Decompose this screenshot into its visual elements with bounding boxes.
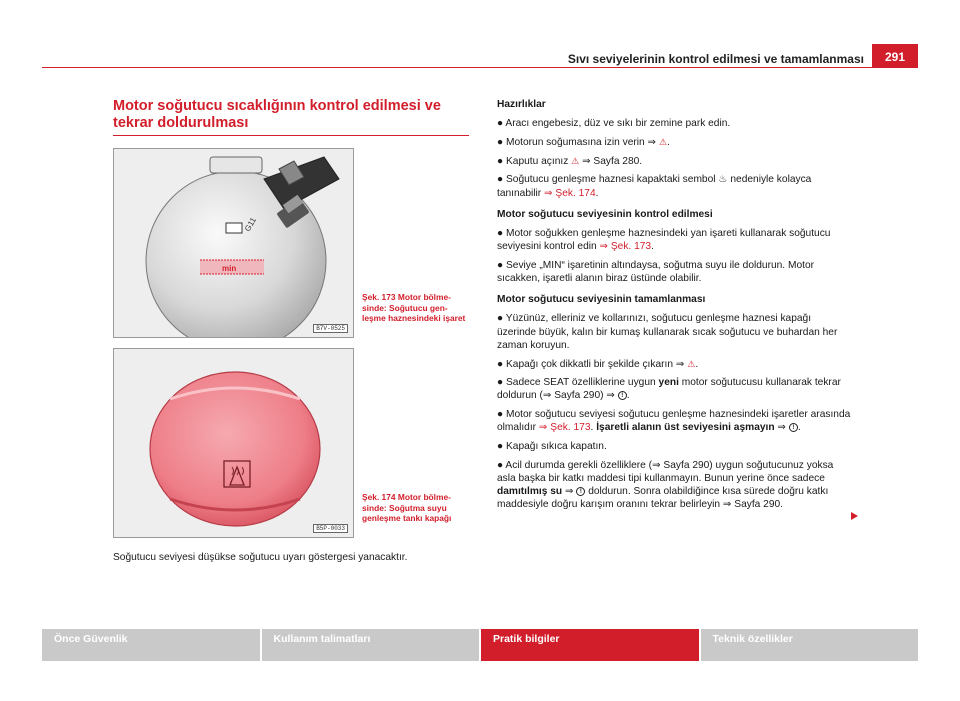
figure-code: B5P-0033 [313, 524, 348, 533]
min-label: min [222, 264, 237, 273]
page-number: 291 [872, 44, 918, 68]
list-item: ● Soğutucu genleşme haznesi kapaktaki sembol ♨ nedeniyle kolayca tanınabilir ⇒ Şek. 174. [497, 174, 812, 199]
list-item: ● Aracı engebesiz, düz ve sıkı bir zemine park edin. [497, 118, 731, 130]
list-item: ● Motor soğukken genleşme haznesindeki yan işareti kullanarak soğutucu seviyesini kontrol edin ⇒ Şek. 173. [497, 227, 831, 253]
tab-safety[interactable]: Önce Güvenlik [42, 629, 260, 661]
figure-link[interactable]: ⇒ Şek. 174 [544, 187, 596, 199]
list-item: ● Sadece SEAT özelliklerine uygun yeni motor soğutucusu kullanarak tekrar doldurun (⇒ Sayfa 290) ⇒ ! . [497, 377, 841, 402]
list-item: ● Kaputu açınız ⚠ ⇒ Sayfa 280. [497, 155, 643, 167]
fill-heading: Motor soğutucu seviyesinin tamamlanması [497, 294, 706, 306]
attention-circle-icon[interactable]: ! [618, 391, 627, 400]
attention-circle-icon[interactable]: ! [576, 487, 585, 496]
figure-expansion-tank [113, 148, 354, 338]
tab-practical-info[interactable]: Pratik bilgiler [481, 629, 699, 661]
list-item: ● Motorun soğumasına izin verin ⇒ ⚠. [497, 136, 670, 148]
figure-tank-cap [113, 348, 354, 538]
figure-code: B7V-0525 [313, 324, 348, 333]
list-item: ● Motor soğutucu seviyesi soğutucu genleşme haznesindeki işaretler arasında olmalıdır ⇒ Şek. 173. İşaretli alanın üst seviyesini aşmayın ⇒ ! . [497, 409, 851, 434]
tab-operating-instructions[interactable]: Kullanım talimatları [262, 629, 480, 661]
section-title-rule [113, 135, 469, 136]
tab-technical-specs[interactable]: Teknik özellikler [701, 629, 919, 661]
figure-link[interactable]: ⇒ Şek. 173 [599, 241, 652, 253]
running-header-title: Sıvı seviyelerinin kontrol edilmesi ve tamamlanması [567, 52, 864, 66]
section-title: Motor soğutucu sıcaklığının kontrol edilmesi ve tekrar doldurulması [113, 98, 441, 131]
list-item: ● Kapağı sıkıca kapatın. [497, 441, 607, 453]
attention-circle-icon[interactable]: ! [789, 423, 798, 432]
figure-link[interactable]: ⇒ Şek. 173 [538, 422, 591, 434]
continue-arrow-icon [851, 512, 858, 520]
low-coolant-note: Soğutucu seviyesi düşükse soğutucu uyarı göstergesi yanacaktır. [113, 552, 408, 563]
coolant-hot-icon: ♨ [718, 174, 728, 186]
list-item: ● Yüzünüz, elleriniz ve kollarınızı, soğutucu genleşme haznesi kapağı üzerinde büyük, kalın bir kumaş kullanarak sıcak soğutucu ve buhardan her zaman koruyun. [497, 313, 838, 351]
instructions-column [497, 98, 852, 517]
tank-cap-illustration [114, 349, 354, 538]
list-item: ● Seviye „MIN“ işaretinin altındaysa, soğutma suyu ile doldurun. Motor sıcakken, işaretli alanın biraz üstünde olabilir. [497, 259, 815, 285]
check-heading: Motor soğutucu seviyesinin kontrol edilmesi [497, 208, 713, 220]
warning-triangle-icon[interactable]: ⚠ [658, 136, 668, 147]
header-rule [42, 67, 918, 68]
warning-triangle-icon[interactable]: ⚠ [687, 358, 696, 369]
svg-text:G11: G11 [242, 215, 258, 233]
figure-caption: Şek. 174 Motor bölme-sinde: Soğutma suyu genleşme tankı kapağı [362, 492, 452, 523]
figure-caption: Şek. 173 Motor bölme-sinde: Soğutucu gen-leşme haznesindeki işaret [362, 292, 466, 323]
prep-heading: Hazırlıklar [497, 99, 546, 110]
expansion-tank-illustration [114, 149, 354, 338]
list-item: ● Kapağı çok dikkatli bir şekilde çıkarın ⇒ ⚠. [497, 358, 699, 370]
warning-triangle-icon[interactable]: ⚠ [571, 155, 580, 166]
list-item: ● Acil durumda gerekli özelliklere (⇒ Sayfa 290) uygun soğutucunuz yoksa asla başka bir katkı maddesi tipi kullanmayın. Bunun yerine önce sadece damıtılmış su ⇒ ! doldurun. Sonra olabildiğince kısa sürede doğru katkı maddesiyle doğru karışım oranını tekrar belirleyin ⇒ Sayfa 290. [497, 459, 834, 511]
footer-nav [42, 629, 918, 661]
